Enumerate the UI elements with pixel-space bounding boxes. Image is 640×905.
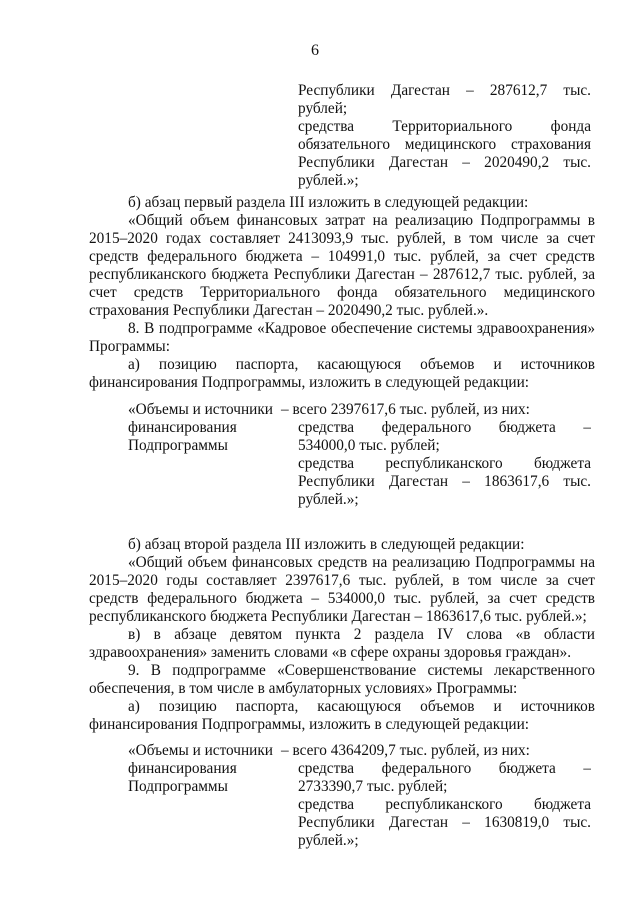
table2-left-line2: финансирования	[128, 760, 237, 777]
table1-right-line4: средства республиканского бюджета	[298, 455, 591, 472]
quote1-line3: средств федерального бюджета – 104991,0 тыс. рублей, за счет средств	[89, 248, 595, 265]
item9-a-line1: а) позицию паспорта, касающуюся объемов и источников	[128, 698, 595, 715]
table1-right-line1: – всего 2397617,6 тыс. рублей, из них:	[281, 401, 530, 418]
item8-a-line2: финансирования Подпрограммы, изложить в следующей редакции:	[89, 374, 530, 391]
table1-left-line2: финансирования	[128, 419, 237, 436]
quote1-line1: «Общий объем финансовых затрат на реализацию Подпрограммы в	[128, 212, 595, 229]
quote1-line4: республиканского бюджета Республики Дагестан – 287612,7 тыс. рублей, за	[89, 266, 595, 283]
table2-left-line1: «Объемы и источники	[128, 742, 273, 759]
page-number: 6	[311, 42, 319, 59]
quote2-line2: 2015–2020 годы составляет 2397617,6 тыс. рублей, в том числе за счет	[89, 572, 595, 589]
para-v-line1: в) в абзаце девятом пункта 2 раздела IV слова «в области	[128, 626, 595, 643]
table2-right-line6: рублей.»;	[298, 832, 359, 849]
table2-right-line4: средства республиканского бюджета	[298, 796, 591, 813]
quote2-line1: «Общий объем финансовых средств на реализацию Подпрограммы на	[128, 554, 595, 571]
table2-right-line5: Республики Дагестан – 1630819,0 тыс.	[298, 814, 591, 831]
paragraph-b2: б) абзац второй раздела III изложить в следующей редакции:	[128, 536, 525, 553]
quote2-line4: республиканского бюджета Республики Дагестан – 1863617,6 тыс. рублей.»;	[89, 608, 587, 625]
block1-line2: рублей;	[298, 100, 348, 117]
item9-a-line2: финансирования Подпрограммы, изложить в следующей редакции:	[89, 716, 530, 733]
block1-line4: обязательного медицинского страхования	[298, 136, 591, 153]
quote1-line2: 2015–2020 годах составляет 2413093,9 тыс. рублей, в том числе за счет	[89, 230, 595, 247]
table2-left-line3: Подпрограммы	[128, 778, 228, 795]
table2-right-line3: 2733390,7 тыс. рублей;	[298, 778, 448, 795]
table1-right-line2: средства федерального бюджета –	[298, 419, 591, 436]
para-v-line2: здравоохранения» заменить словами «в сфере охраны здоровья граждан».	[89, 644, 572, 661]
item9-line2: обеспечения, в том числе в амбулаторных условиях» Программы:	[89, 680, 518, 697]
table1-right-line6: рублей.»;	[298, 491, 359, 508]
item8-line2: Программы:	[89, 338, 170, 355]
table1-right-line5: Республики Дагестан – 1863617,6 тыс.	[298, 473, 591, 490]
block1-line1: Республики Дагестан – 287612,7 тыс.	[298, 82, 591, 99]
item8-a-line1: а) позицию паспорта, касающуюся объемов и источников	[128, 356, 595, 373]
paragraph-b: б) абзац первый раздела III изложить в следующей редакции:	[128, 194, 529, 211]
block1-line3: средства Территориального фонда	[298, 118, 591, 135]
table1-right-line3: 534000,0 тыс. рублей;	[298, 437, 440, 454]
item9-line1: 9. В подпрограмме «Совершенствование системы лекарственного	[128, 662, 595, 679]
table2-right-line1: – всего 4364209,7 тыс. рублей, из них:	[281, 742, 530, 759]
quote1-line6: страхования Республики Дагестан – 2020490,2 тыс. рублей.».	[89, 302, 489, 319]
table1-left-line1: «Объемы и источники	[128, 401, 273, 418]
quote1-line5: счет средств Территориального фонда обязательного медицинского	[89, 284, 595, 301]
quote2-line3: средств федерального бюджета – 534000,0 тыс. рублей, за счет средств	[89, 590, 595, 607]
block1-line6: рублей.»;	[298, 172, 359, 189]
item8-line1: 8. В подпрограмме «Кадровое обеспечение системы здравоохранения»	[128, 320, 595, 337]
table1-left-line3: Подпрограммы	[128, 437, 228, 454]
table2-right-line2: средства федерального бюджета –	[298, 760, 591, 777]
block1-line5: Республики Дагестан – 2020490,2 тыс.	[298, 154, 591, 171]
